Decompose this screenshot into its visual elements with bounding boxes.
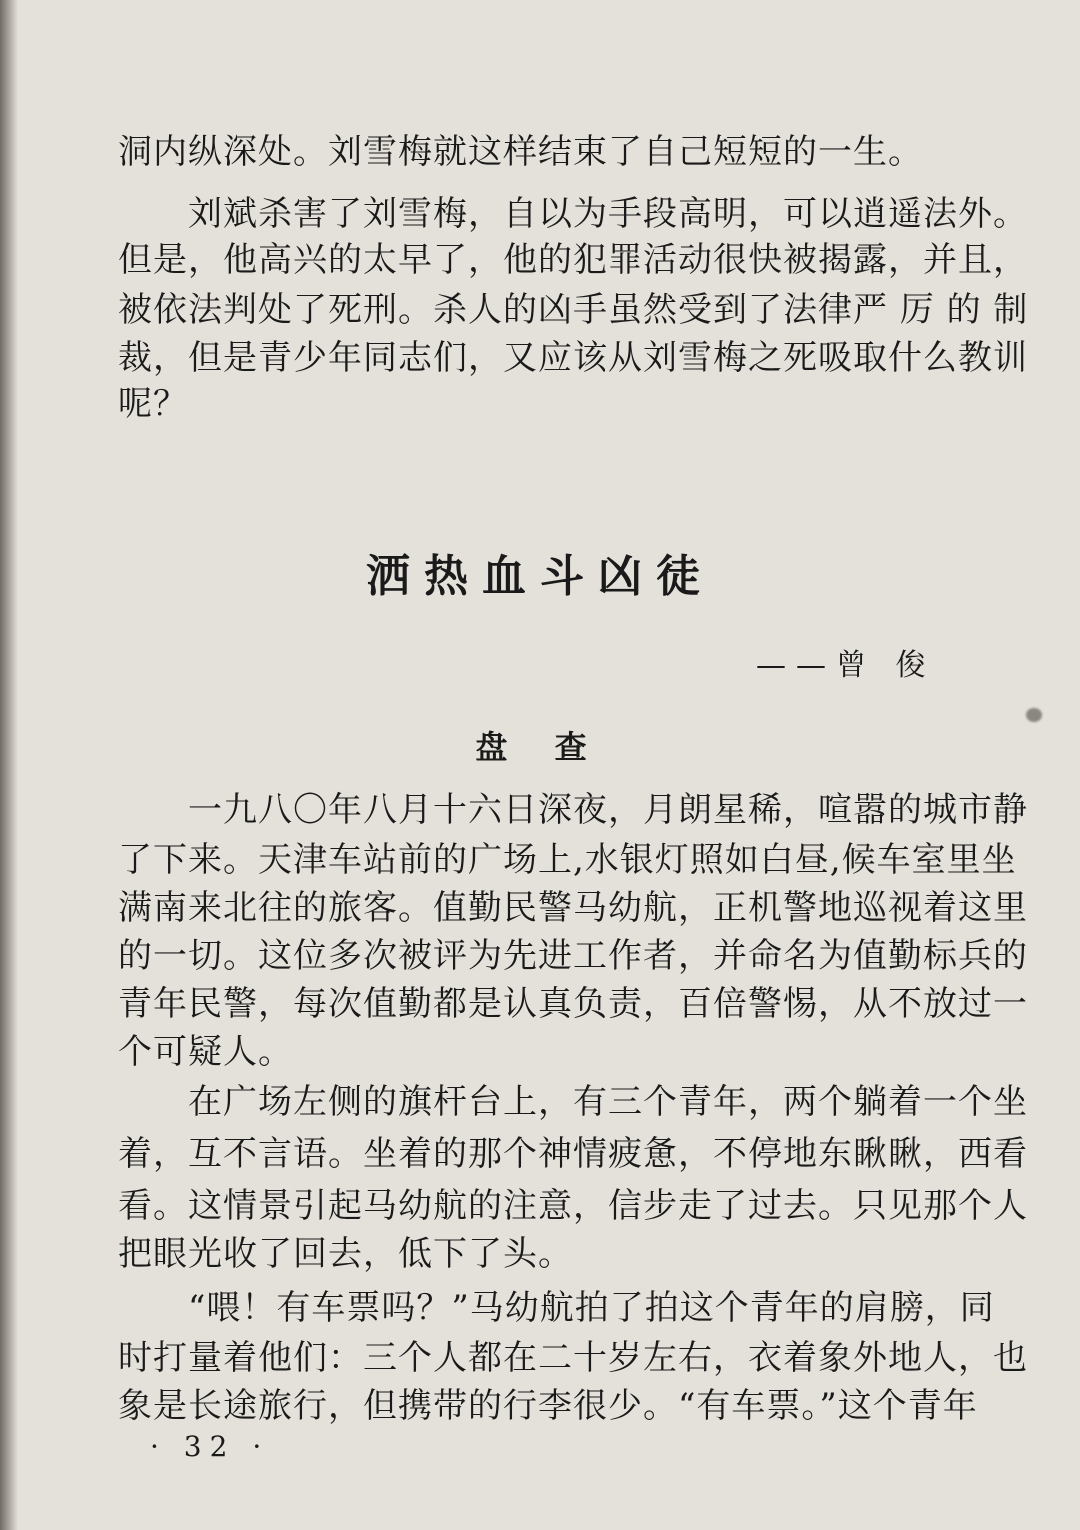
- text-line: 满南来北往的旅客。值勤民警马幼航，正机警地巡视着这里: [118, 888, 1028, 928]
- article-author: ——曾 俊: [756, 648, 936, 683]
- page-number: · 32 ·: [150, 1430, 270, 1463]
- article-title: 洒热血斗凶徒: [366, 551, 714, 602]
- text-line: 青年民警，每次值勤都是认真负责，百倍警惕，从不放过一: [118, 984, 1028, 1024]
- text-line: 看。这情景引起马幼航的注意，信步走了过去。只见那个人: [118, 1186, 1028, 1226]
- section-heading: 盘 查: [475, 728, 605, 766]
- text-line: 刘斌杀害了刘雪梅，自以为手段高明，可以逍遥法外。: [118, 194, 1028, 234]
- text-line: 在广场左侧的旗杆台上，有三个青年，两个躺着一个坐: [118, 1082, 1028, 1122]
- text-line: 但是，他高兴的太早了，他的犯罪活动很快被揭露，并且，: [118, 240, 1028, 280]
- text-line: “喂！有车票吗？”马幼航拍了拍这个青年的肩膀，同: [118, 1288, 995, 1328]
- page-stain: [1026, 708, 1042, 722]
- text-line: 时打量着他们：三个人都在二十岁左右，衣着象外地人，也: [118, 1338, 1028, 1378]
- text-line: 把眼光收了回去，低下了头。: [118, 1234, 573, 1274]
- text-line: 被依法判处了死刑。杀人的凶手虽然受到了法律严 厉 的 制: [118, 290, 1029, 330]
- text-line: 呢？: [118, 384, 188, 424]
- text-line: 一九八〇年八月十六日深夜，月朗星稀，喧嚣的城市静: [118, 790, 1028, 830]
- text-line: 了下来。天津车站前的广场上,水银灯照如白昼,候车室里坐: [118, 840, 1017, 880]
- text-line: 着，互不言语。坐着的那个神情疲惫，不停地东瞅瞅，西看: [118, 1134, 1028, 1174]
- text-line: 洞内纵深处。刘雪梅就这样结束了自己短短的一生。: [118, 132, 923, 172]
- text-line: 个可疑人。: [118, 1032, 293, 1072]
- text-line: 象是长途旅行，但携带的行李很少。“有车票。”这个青年: [118, 1386, 978, 1426]
- text-line: 的一切。这位多次被评为先进工作者，并命名为值勤标兵的: [118, 936, 1028, 976]
- text-line: 裁，但是青少年同志们，又应该从刘雪梅之死吸取什么教训: [118, 338, 1028, 378]
